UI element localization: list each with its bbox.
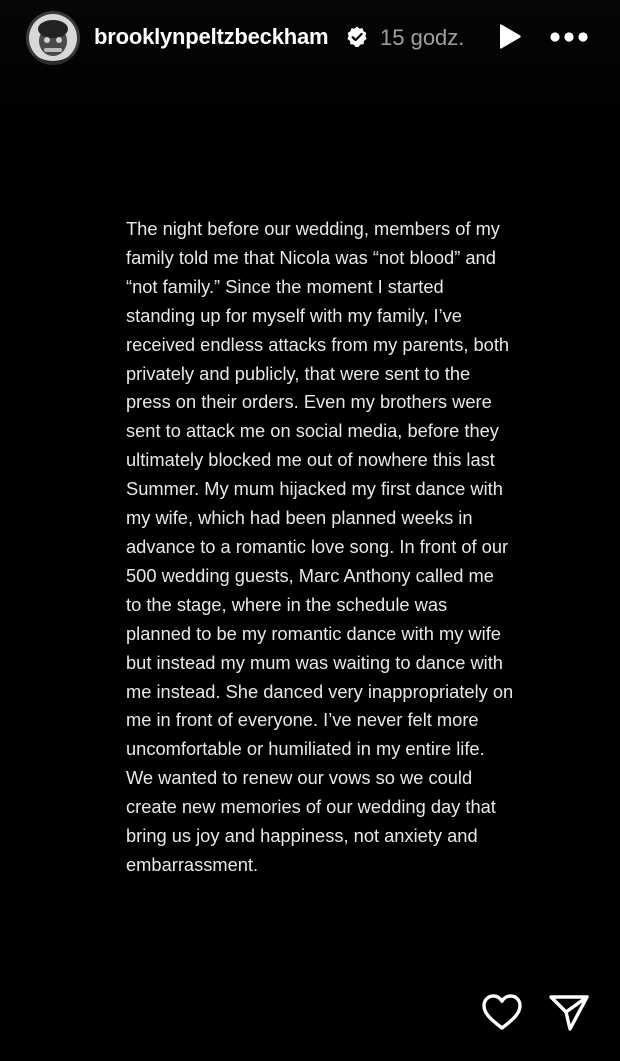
verified-badge-icon	[345, 25, 369, 49]
story-header	[0, 0, 620, 80]
send-icon[interactable]	[546, 990, 592, 1034]
play-icon[interactable]	[494, 22, 524, 52]
more-dots-icon[interactable]	[548, 22, 590, 52]
story-statement-text: The night before our wedding, members of my family told me that Nicola was “not blood” and “not family.” Since the moment I started standing up for myself with my family, I’ve received endless attacks from my parents, both privately and publicly, that were sent to the press on their orders. Even my brothers were sent to attack me on social media, before they ultimately blocked me out of nowhere this last Summer. My mum hijacked my first dance with my wife, which had been planned weeks in advance to a romantic love song. In front of our 500 wedding guests, Marc Anthony called me to the stage, where in the schedule was planned to be my romantic dance with my wife but instead my mum was waiting to dance with me instead. She danced very inappropriately on me in front of everyone. I’ve never felt more uncomfortable or humiliated in my entire life. We wanted to renew our vows so we could create new memories of our wedding day that bring us joy and happiness, not anxiety and embarrassment.	[126, 218, 514, 875]
profile-avatar-icon[interactable]	[26, 11, 80, 65]
heart-icon[interactable]	[480, 990, 524, 1034]
story-timestamp: 15 godz.	[380, 25, 465, 50]
story-username[interactable]: brooklynpeltzbeckham	[94, 24, 329, 49]
